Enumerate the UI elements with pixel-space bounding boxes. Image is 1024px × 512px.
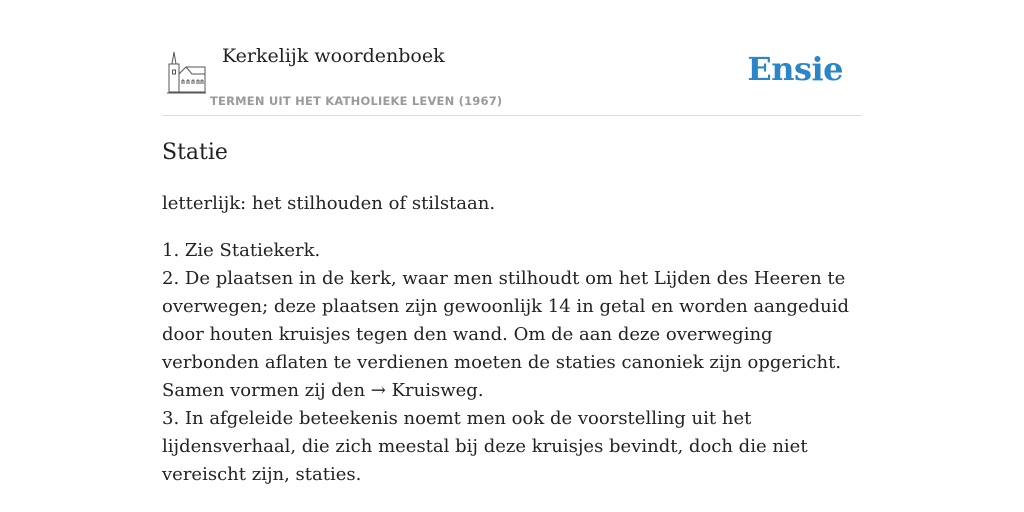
definition-intro: letterlijk: het stilhouden of stilstaan. xyxy=(162,193,496,214)
entry-term: Statie xyxy=(162,140,228,165)
church-icon[interactable] xyxy=(166,50,206,94)
page-container xyxy=(162,0,862,485)
definition-item-2 xyxy=(162,265,862,405)
cross-reference-link-kruisweg[interactable]: → Kruisweg xyxy=(370,380,478,401)
definition-item-1: 1. Zie Statiekerk. xyxy=(162,240,321,261)
definition-item-2-text: 2. De plaatsen in de kerk, waar men stilhoudt om het Lijden des Heeren te overwegen; deze plaatsen zijn gewoonlijk 14 in getal en worden aangeduid door houten kruisjes tegen den wand. Om de aan deze overweging verbonden aflaten te verdienen moeten de staties canoniek zijn opgericht. Samen vormen zij den xyxy=(162,268,850,401)
ensie-logo-link[interactable]: Ensie xyxy=(747,50,843,88)
definition-item-2-end: . xyxy=(477,380,484,401)
definition-item-3: 3. In afgeleide beteekenis noemt men ook de voorstelling uit het lijdensverhaal, die zich meestal bij deze kruisjes bevindt, doch die niet vereischt zijn, staties. xyxy=(162,408,808,485)
entry-definition xyxy=(162,190,862,489)
page-header xyxy=(162,0,862,116)
dictionary-title-link[interactable]: Kerkelijk woordenboek xyxy=(222,45,445,67)
dictionary-subtitle: TERMEN UIT HET KATHOLIEKE LEVEN (1967) xyxy=(210,94,503,108)
